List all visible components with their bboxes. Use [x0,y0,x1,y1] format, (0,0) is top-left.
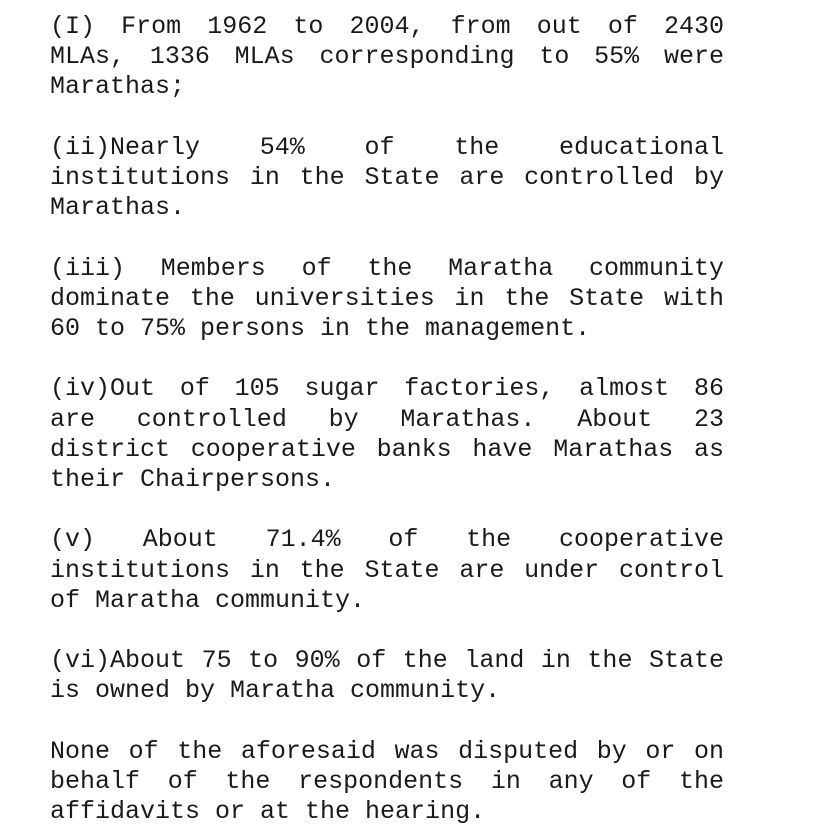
paragraph-educational-institutions: (ii)Nearly 54% of the educational institutions in the State are controlled by Marathas. [50,132,724,223]
paragraph-cooperative-institutions: (v) About 71.4% of the cooperative institutions in the State are under control of Maratha community. [50,525,724,615]
paragraph-mla-statistics: (I) From 1962 to 2004, from out of 2430 MLAs, 1336 MLAs corresponding to 55% were Marathas; [50,12,724,102]
paragraph-not-disputed: None of the aforesaid was disputed by or on behalf of the respondents in any of the affidavits or at the hearing. [50,736,724,827]
document-body [50,12,724,827]
paragraph-sugar-factories-banks: (iv)Out of 105 sugar factories, almost 86 are controlled by Marathas. About 23 district cooperative banks have Marathas as their Chairpersons. [50,374,724,494]
paragraph-land-ownership: (vi)About 75 to 90% of the land in the State is owned by Maratha community. [50,646,724,706]
paragraph-universities: (iii) Members of the Maratha community dominate the universities in the State with 60 to 75% persons in the management. [50,253,724,343]
